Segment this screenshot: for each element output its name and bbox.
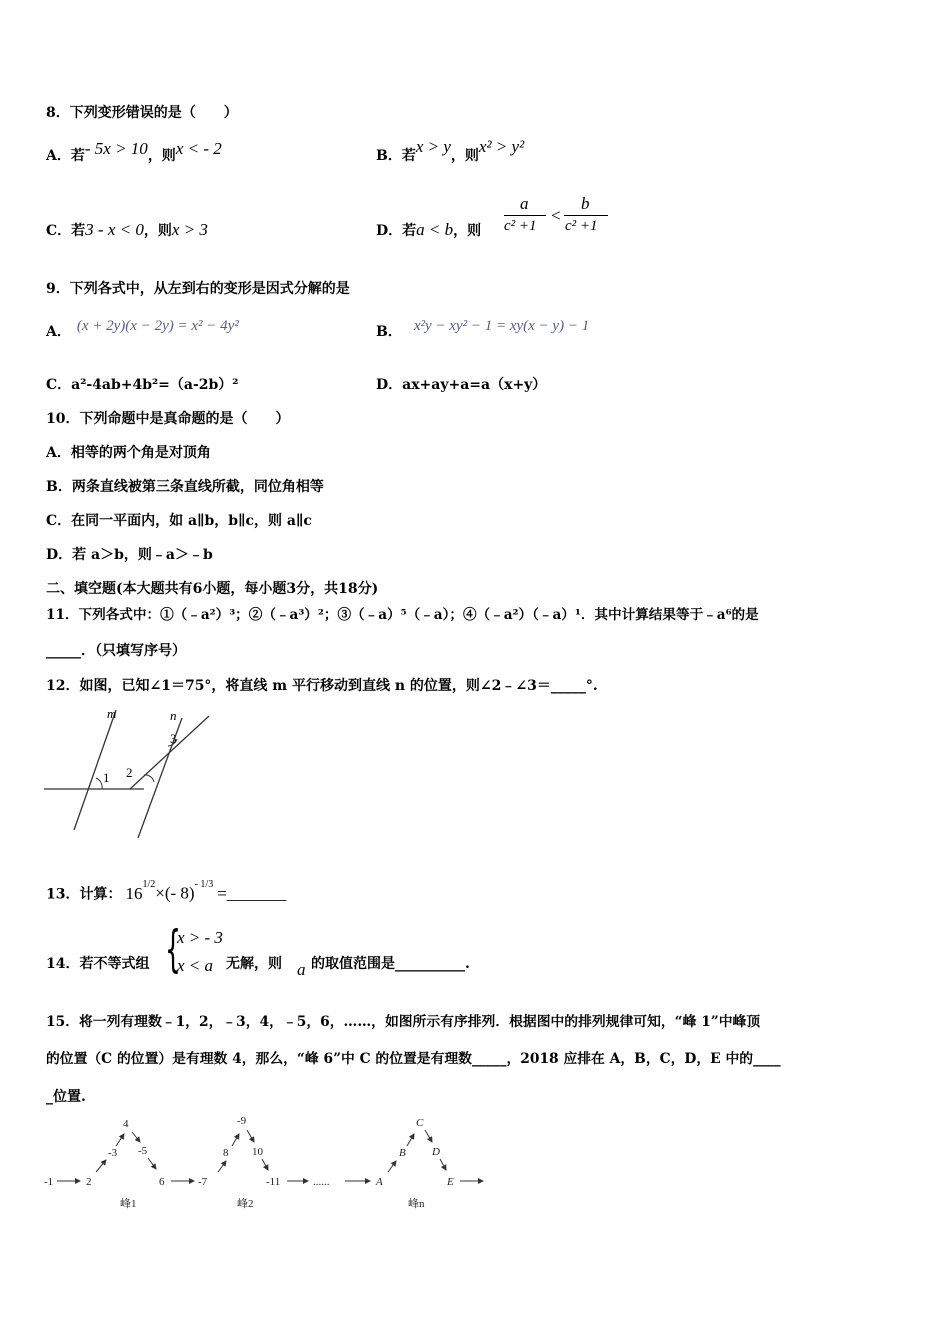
fig-num: -9 — [237, 1115, 247, 1127]
q9-b-expr: x²y − xy² − 1 = xy(x − y) − 1 — [413, 318, 590, 334]
fig-caption-peak2: 峰2 — [237, 1198, 254, 1210]
fig-dots: ...... — [313, 1176, 330, 1188]
q15-figure — [40, 1112, 490, 1212]
fig-letter-d: D — [432, 1146, 440, 1158]
q8-b-expr1: x > y — [415, 137, 451, 156]
q12-label-n: n — [170, 708, 177, 723]
fraction-bar — [564, 215, 608, 216]
fig-num: 2 — [86, 1176, 92, 1188]
q14-system — [165, 920, 235, 980]
q9-option-b — [376, 318, 590, 341]
fig-num: -11 — [266, 1176, 281, 1188]
q14-var: a — [297, 960, 306, 979]
q12-angle-1: 1 — [103, 770, 110, 785]
q8-c-label: C．若 — [46, 223, 86, 239]
q12-stem: 12．如图，已知∠1＝75°，将直线 m 平行移动到直线 n 的位置，则∠2﹣∠3＝_____°. — [46, 678, 598, 694]
fraction-bar — [504, 215, 546, 216]
q8-d-num1: a — [520, 194, 529, 213]
q14-label: 14．若不等式组 — [46, 956, 150, 972]
q8-d-label: D．若 — [376, 223, 417, 239]
q8-option-b — [376, 137, 525, 165]
q13 — [46, 879, 287, 904]
fig-caption-peakn: 峰n — [408, 1198, 425, 1210]
fig-num: 4 — [123, 1118, 129, 1130]
q8-d-fraction — [500, 194, 620, 242]
q8-c-expr1: 3 - x < 0 — [85, 220, 144, 239]
q8-a-label: A．若 — [46, 148, 85, 164]
q11-line1: 11．下列各式中：①（﹣a²）³；②（﹣a³）²；③（﹣a）⁵（﹣a）；④（﹣a²）（﹣a）¹．其中计算结果等于﹣a⁶的是 — [46, 607, 759, 623]
q13-times: ×(- 8) — [155, 883, 195, 903]
q10-option-a: A．相等的两个角是对顶角 — [46, 445, 211, 461]
fig-num: -5 — [138, 1145, 148, 1157]
q11-line2: _____．（只填写序号） — [46, 643, 186, 659]
q8-c-mid: ，则 — [143, 223, 172, 239]
fig-letter-a: A — [376, 1176, 383, 1188]
q13-eq: =_______ — [217, 883, 287, 903]
section-heading: 二、填空题(本大题共有6小题，每小题3分，共18分) — [46, 581, 379, 597]
q8-stem: 8．下列变形错误的是（ ） — [46, 105, 238, 121]
fig-letter-e: E — [447, 1176, 454, 1188]
q8-a-expr2: x < - 2 — [175, 139, 222, 158]
q15-line1: 15．将一列有理数﹣1，2，﹣3，4，﹣5，6，……，如图所示有序排列．根据图中的排列规律可知，“峰 1”中峰顶 — [46, 1014, 761, 1030]
q8-option-c — [46, 221, 208, 240]
q10-option-b: B．两条直线被第三条直线所截，同位角相等 — [46, 479, 324, 495]
fig-num: -1 — [44, 1176, 54, 1188]
fig-num: 8 — [223, 1147, 229, 1159]
q13-exp1: 1/2 — [142, 879, 156, 890]
q8-a-expr1: - 5x > 10 — [84, 139, 148, 158]
q12-angle-3: 3 — [170, 731, 177, 746]
q13-exp2: - 1/3 — [194, 879, 214, 890]
q12-angle-2: 2 — [126, 765, 133, 780]
q12-label-m: m — [107, 706, 117, 721]
fig-letter-c: C — [416, 1117, 424, 1129]
q8-option-d — [376, 221, 481, 240]
q10-option-c: C．在同一平面内，如 a∥b，b∥c，则 a∥c — [46, 513, 312, 529]
q8-d-expr1: a < b — [416, 220, 454, 239]
q8-d-num2: b — [581, 194, 590, 213]
q14-ineq2: x < a — [177, 956, 214, 975]
q9-option-a — [46, 318, 239, 341]
q9-b-label: B． — [376, 324, 402, 340]
q8-d-mid: ，则 — [453, 223, 482, 239]
q9-a-label: A． — [46, 324, 71, 340]
q9-option-d: D．ax+ay+a=a（x+y） — [376, 377, 547, 393]
fig-num: -3 — [108, 1147, 118, 1159]
q8-d-lt: < — [550, 206, 562, 225]
q12-figure — [44, 702, 219, 840]
q15-line2: 的位置（C 的位置）是有理数 4，那么，“峰 6”中 C 的位置是有理数_____，2018 应排在 A，B，C，D，E 中的____ — [46, 1051, 781, 1067]
q14-ineq1: x > - 3 — [177, 928, 223, 947]
fig-caption-peak1: 峰1 — [120, 1198, 137, 1210]
q13-base: 16 — [125, 883, 143, 903]
q8-c-expr2: x > 3 — [171, 220, 208, 239]
q9-a-expr: (x + 2y)(x − 2y) = x² − 4y² — [76, 318, 239, 334]
q8-b-mid: ，则 — [450, 148, 479, 164]
q14-tail: 的取值范围是__________. — [311, 956, 470, 972]
q8-b-label: B．若 — [376, 148, 416, 164]
q8-a-mid: ，则 — [147, 148, 176, 164]
q14-mid: 无解，则 — [226, 956, 282, 972]
q8-d-den2: c² +1 — [565, 218, 598, 234]
fig-num: -7 — [198, 1176, 208, 1188]
q9-option-c: C．a²-4ab+4b²=（a-2b）² — [46, 377, 239, 393]
q8-d-den1: c² +1 — [504, 218, 537, 234]
q15-line3: _位置. — [46, 1089, 86, 1105]
q10-stem: 10．下列命题中是真命题的是（ ） — [46, 411, 290, 427]
fig-num: 6 — [159, 1176, 165, 1188]
q8-option-a — [46, 139, 222, 165]
fig-letter-b: B — [399, 1147, 406, 1159]
q8-b-expr2: x² > y² — [478, 137, 525, 156]
q9-stem: 9．下列各式中，从左到右的变形是因式分解的是 — [46, 281, 350, 297]
q10-option-d: D．若 a＞b，则﹣a＞﹣b — [46, 547, 213, 563]
brace-icon: { — [165, 920, 181, 978]
q13-label: 13．计算： — [46, 886, 122, 903]
fig-num: 10 — [252, 1146, 263, 1158]
